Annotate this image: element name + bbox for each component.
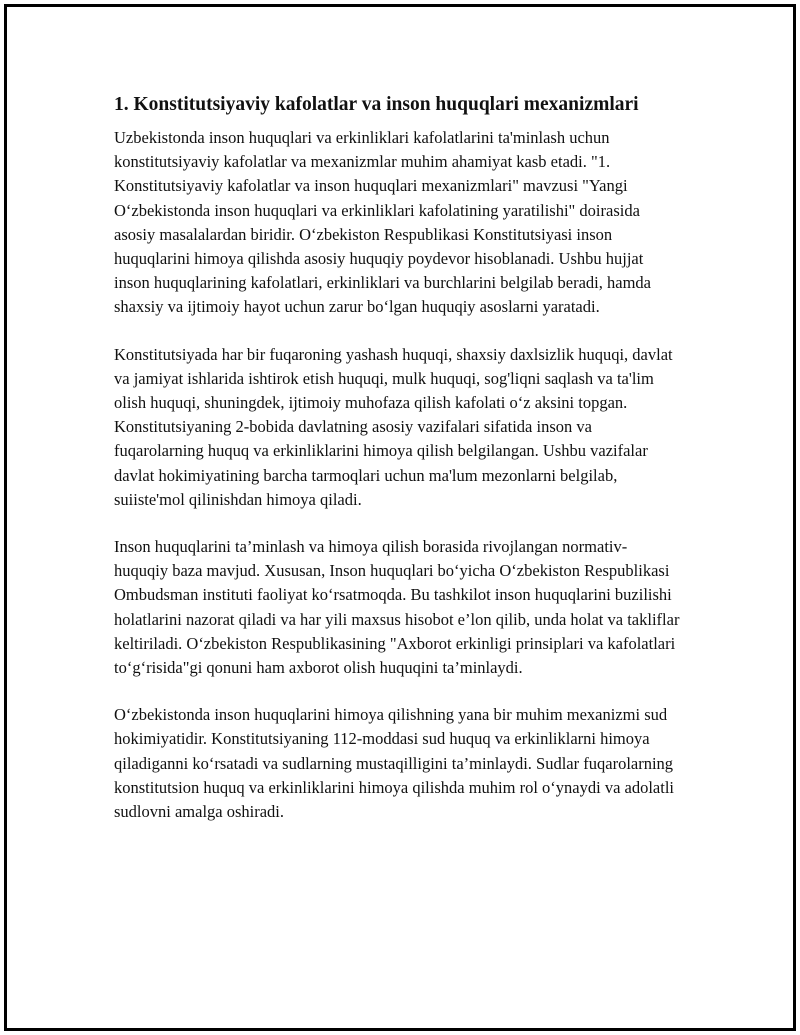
- document-body: [114, 92, 680, 847]
- paragraph-3: Inson huquqlarini ta’minlash va himoya qilish borasida rivojlangan normativ-huquqiy baza mavjud. Xususan, Inson huquqlari bo‘yicha O‘zbekiston Respublikasi Ombudsman instituti faoliyat ko‘rsatmoqda. Bu tashkilot inson huquqlarini buzilishi holatlarini nazorat qiladi va har yili maxsus hisobot e’lon qilib, unda holat va takliflar keltiriladi. O‘zbekiston Respublikasining "Axborot erkinligi prinsiplari va kafolatlari to‘g‘risida"gi qonuni ham axborot olish huquqini ta’minlaydi.: [114, 537, 680, 678]
- paragraph-1: Uzbekistonda inson huquqlari va erkinliklari kafolatlarini ta'minlash uchun konstitutsiyaviy kafolatlar va mexanizmlar muhim ahamiyat kasb etadi. "1. Konstitutsiyaviy kafolatlar va inson huquqlari mexanizmlari" mavzusi "Yangi O‘zbekistonda inson huquqlari va erkinliklari kafolatining yaratilishi" doirasida asosiy masalalardan biridir. O‘zbekiston Respublikasi Konstitutsiyasi inson huquqlarini himoya qilishda asosiy huquqiy poydevor hisoblanadi. Ushbu hujjat inson huquqlarining kafolatlari, erkinliklari va burchlarini belgilab beradi, hamda shaxsiy va ijtimoiy hayot uchun zarur bo‘lgan huquqiy asoslarni yaratadi.: [114, 128, 651, 317]
- paragraph-4: O‘zbekistonda inson huquqlarini himoya qilishning yana bir muhim mexanizmi sud hokimiyatidir. Konstitutsiyaning 112-moddasi sud huquq va erkinliklarni himoya qiladiganni ko‘rsatadi va sudlarning mustaqilligini ta’minlaydi. Sudlar fuqarolarning konstitutsion huquq va erkinliklarini himoya qilishda muhim rol o‘ynaydi va adolatli sudlovni amalga oshiradi.: [114, 705, 675, 822]
- paragraph-2: Konstitutsiyada har bir fuqaroning yashash huquqi, shaxsiy daxlsizlik huquqi, davlat va jamiyat ishlarida ishtirok etish huquqi, mulk huquqi, sog'liqni saqlash va ta'lim olish huquqi, shuningdek, ijtimoiy muhofaza qilish kafolati o‘z aksini topgan. Konstitutsiyaning 2-bobida davlatning asosiy vazifalari sifatida inson va fuqarolarning huquq va erkinliklarini himoya qilish belgilangan. Ushbu vazifalar davlat hokimiyatining barcha tarmoqlari uchun ma'lum mezonlarni belgilab, suiiste'mol qilinishdan himoya qiladi.: [114, 344, 673, 509]
- document-title: 1. Konstitutsiyaviy kafolatlar va inson huquqlari mexanizmlari: [114, 94, 639, 115]
